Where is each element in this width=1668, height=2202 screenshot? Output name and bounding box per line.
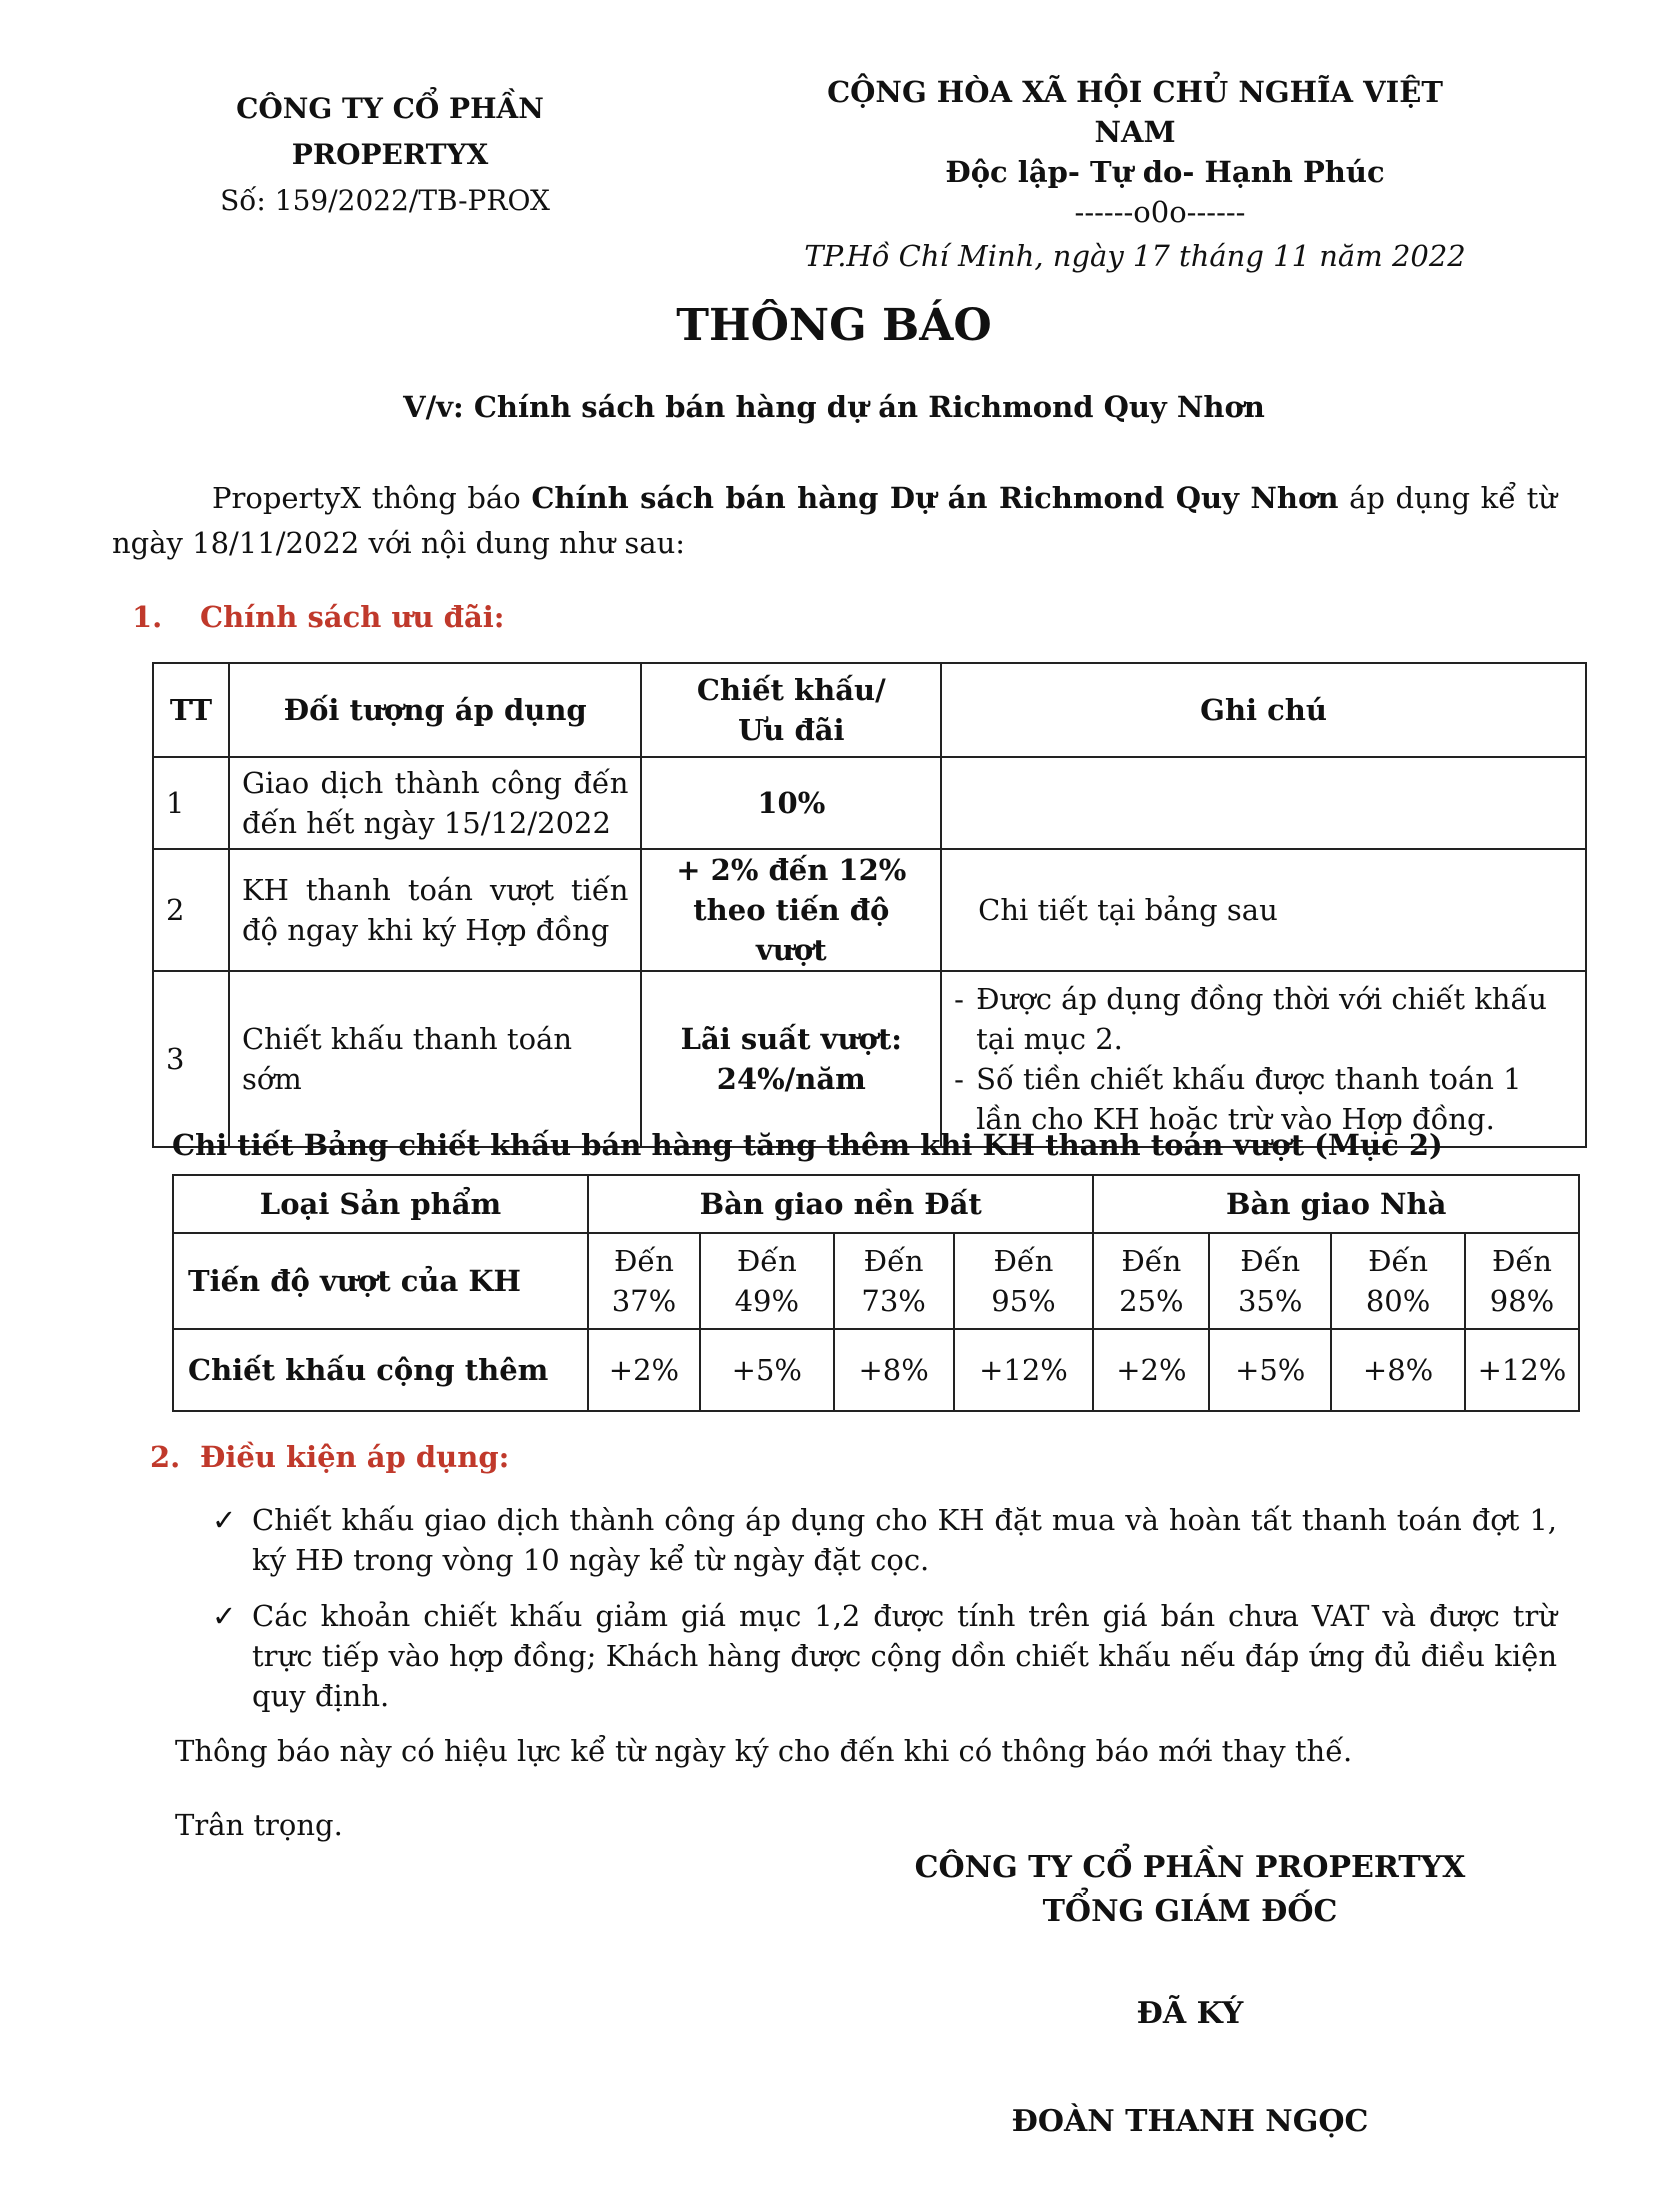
row1-note: [941, 757, 1586, 849]
discount-label: Chiết khấu cộng thêm: [173, 1329, 588, 1411]
row1-discount: 10%: [641, 757, 941, 849]
up-to-label: Đến: [863, 1244, 924, 1278]
page-subtitle: V/v: Chính sách bán hàng dự án Richmond Quy Nhơn: [403, 390, 1265, 424]
section-2-title: Điều kiện áp dụng:: [200, 1440, 510, 1474]
progress-value: 73%: [861, 1284, 926, 1318]
place-date: TP.Hồ Chí Minh, ngày 17 tháng 11 năm 2022: [804, 239, 1466, 273]
up-to-label: Đến: [1492, 1244, 1552, 1278]
signature-block: [900, 1846, 1480, 1934]
section-2-number: 2.: [150, 1440, 181, 1474]
row3-discount: [641, 971, 941, 1147]
product-type-label: Loại Sản phẩm: [173, 1175, 588, 1233]
group-house: Bàn giao Nhà: [1093, 1175, 1579, 1233]
row2-target: KH thanh toán vượt tiến độ ngay khi ký Hợp đồng: [229, 849, 641, 971]
condition-text: Chiết khấu giao dịch thành công áp dụng cho KH đặt mua và hoàn tất thanh toán đợt 1, ký HĐ trong vòng 10 ngày kể từ ngày đặt cọc.: [252, 1503, 1557, 1577]
progress-cell: [1465, 1233, 1579, 1329]
list-item: - Số tiền chiết khấu được thanh toán 1 lần cho KH hoặc trừ vào Hợp đồng.: [954, 1062, 1522, 1136]
progress-cell: [588, 1233, 700, 1329]
progress-cell: [1331, 1233, 1465, 1329]
up-to-label: Đến: [736, 1244, 797, 1278]
row2-discount: [641, 849, 941, 971]
header-note: Ghi chú: [941, 663, 1586, 757]
discount-cell: +12%: [1465, 1329, 1579, 1411]
conditions-list: [212, 1500, 1557, 1732]
row2-tt: 2: [153, 849, 229, 971]
discount-cell: +2%: [588, 1329, 700, 1411]
page-title: THÔNG BÁO: [676, 300, 992, 351]
table2-caption: Chi tiết Bảng chiết khấu bán hàng tăng thêm khi KH thanh toán vượt (Mục 2): [172, 1128, 1443, 1162]
row2-discount-line1: + 2% đến 12%: [676, 853, 907, 887]
group-land: Bàn giao nền Đất: [588, 1175, 1093, 1233]
company-name: CÔNG TY CỔ PHẦN PROPERTYX: [236, 92, 544, 171]
effective-statement: Thông báo này có hiệu lực kể từ ngày ký cho đến khi có thông báo mới thay thế.: [175, 1734, 1353, 1768]
checkmark-icon: ✓: [212, 1599, 237, 1633]
row3-target: Chiết khấu thanh toán sớm: [229, 971, 641, 1147]
discount-cell: +8%: [834, 1329, 954, 1411]
header-right: [790, 72, 1480, 276]
up-to-label: Đến: [1121, 1244, 1182, 1278]
header-target: Đối tượng áp dụng: [229, 663, 641, 757]
extra-discount-table: [172, 1174, 1580, 1412]
progress-cell: [1209, 1233, 1331, 1329]
progress-value: 49%: [734, 1284, 800, 1318]
header-discount-line1: Chiết khấu/: [696, 673, 886, 707]
progress-value: 25%: [1119, 1284, 1184, 1318]
list-item: [212, 1596, 1557, 1716]
table-row: [153, 757, 1586, 849]
row2-note: Chi tiết tại bảng sau: [941, 849, 1586, 971]
up-to-label: Đến: [993, 1244, 1054, 1278]
progress-value: 98%: [1489, 1284, 1555, 1318]
checkmark-icon: ✓: [212, 1503, 237, 1537]
up-to-label: Đến: [613, 1244, 674, 1278]
row3-discount-line2: 24%/năm: [716, 1062, 866, 1096]
header-discount: [641, 663, 941, 757]
up-to-label: Đến: [1240, 1244, 1301, 1278]
row1-target: Giao dịch thành công đến đến hết ngày 15/12/2022: [229, 757, 641, 849]
progress-value: 37%: [611, 1284, 677, 1318]
document-number: Số: 159/2022/TB-PROX: [220, 184, 550, 217]
section-1-number: 1.: [132, 600, 163, 634]
progress-cell: [954, 1233, 1094, 1329]
progress-value: 80%: [1365, 1284, 1431, 1318]
national-motto: Độc lập- Tự do- Hạnh Phúc: [945, 155, 1385, 189]
section-1-heading: [132, 600, 504, 634]
table-header-row: [153, 663, 1586, 757]
row1-tt: 1: [153, 757, 229, 849]
list-item: - Được áp dụng đồng thời với chiết khấu tại mục 2.: [954, 982, 1547, 1056]
progress-value: 95%: [991, 1284, 1056, 1318]
table-row: [173, 1233, 1579, 1329]
progress-value: 35%: [1237, 1284, 1303, 1318]
discount-cell: +5%: [1209, 1329, 1331, 1411]
discount-cell: +8%: [1331, 1329, 1465, 1411]
intro-text-1: PropertyX thông báo: [212, 481, 532, 515]
table-row: [153, 971, 1586, 1147]
signed-mark: ĐÃ KÝ: [1136, 1996, 1244, 2031]
header-discount-line2: Ưu đãi: [738, 713, 845, 747]
up-to-label: Đến: [1368, 1244, 1429, 1278]
list-item: [212, 1500, 1557, 1580]
intro-text-2: áp dụng kể từ ngày 18/11/2022 với nội dung như sau:: [112, 481, 1557, 560]
discount-cell: +5%: [700, 1329, 834, 1411]
progress-cell: [700, 1233, 834, 1329]
row3-note-list: [954, 979, 1573, 1139]
row3-note: [941, 971, 1586, 1147]
closing-regards: Trân trọng.: [175, 1808, 343, 1842]
signature-position: TỔNG GIÁM ĐỐC: [1042, 1894, 1338, 1929]
signature-company: CÔNG TY CỔ PHẦN PROPERTYX: [914, 1850, 1466, 1885]
row3-note-1: Được áp dụng đồng thời với chiết khấu tại mục 2.: [976, 982, 1547, 1056]
progress-cell: [834, 1233, 954, 1329]
condition-text: Các khoản chiết khấu giảm giá mục 1,2 được tính trên giá bán chưa VAT và được trừ trực tiếp vào hợp đồng; Khách hàng được cộng dồn chiết khấu nếu đáp ứng đủ điều kiện quy định.: [252, 1599, 1557, 1713]
motto-separator: ------o0o------: [1074, 195, 1246, 229]
header-tt: TT: [153, 663, 229, 757]
discount-cell: +2%: [1093, 1329, 1209, 1411]
row2-discount-line2: theo tiến độ vượt: [693, 893, 890, 967]
progress-label: Tiến độ vượt của KH: [173, 1233, 588, 1329]
row3-discount-line1: Lãi suất vượt:: [680, 1022, 902, 1056]
section-2-heading: [150, 1440, 509, 1474]
table-header-row: [173, 1175, 1579, 1233]
intro-text-bold: Chính sách bán hàng Dự án Richmond Quy Nhơn: [531, 481, 1339, 515]
table-row: [173, 1329, 1579, 1411]
row3-tt: 3: [153, 971, 229, 1147]
intro-paragraph: [112, 476, 1557, 566]
table-row: [153, 849, 1586, 971]
national-title: CỘNG HÒA XÃ HỘI CHỦ NGHĨA VIỆT NAM: [827, 75, 1443, 149]
signer-name: ĐOÀN THANH NGỌC: [1011, 2104, 1369, 2139]
policy-table: [152, 662, 1587, 1148]
progress-cell: [1093, 1233, 1209, 1329]
discount-cell: +12%: [954, 1329, 1094, 1411]
header-left: [150, 86, 630, 224]
row3-note-2: Số tiền chiết khấu được thanh toán 1 lần cho KH hoặc trừ vào Hợp đồng.: [976, 1062, 1522, 1136]
section-1-title: Chính sách ưu đãi:: [200, 600, 505, 634]
